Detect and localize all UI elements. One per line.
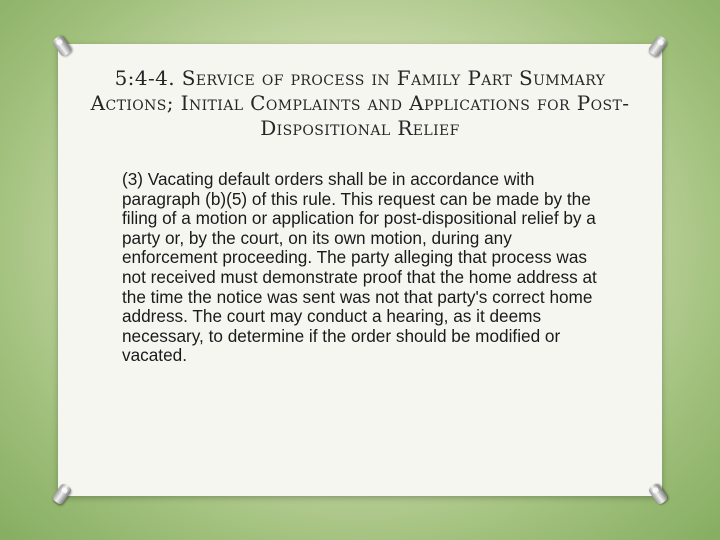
slide-body-text: (3) Vacating default orders shall be in accordance with paragraph (b)(5) of this rule. This request can be made by the filing of a motion or application for post-dispositional relief by a party or, by the court, on its own motion, during any enforcement proceeding. The party alleging that process was not received must demonstrate proof that the home address at the time the notice was sent was not that party's correct home address. The court may conduct a hearing, as it deems necessary, to determine if the order should be modified or vacated.	[122, 169, 597, 366]
slide-title: 5:4-4. Service of process in Family Part Summary Actions; Initial Complaints and Applications for Post-Dispositional Relief	[90, 66, 630, 140]
pushpin-icon	[647, 482, 668, 505]
